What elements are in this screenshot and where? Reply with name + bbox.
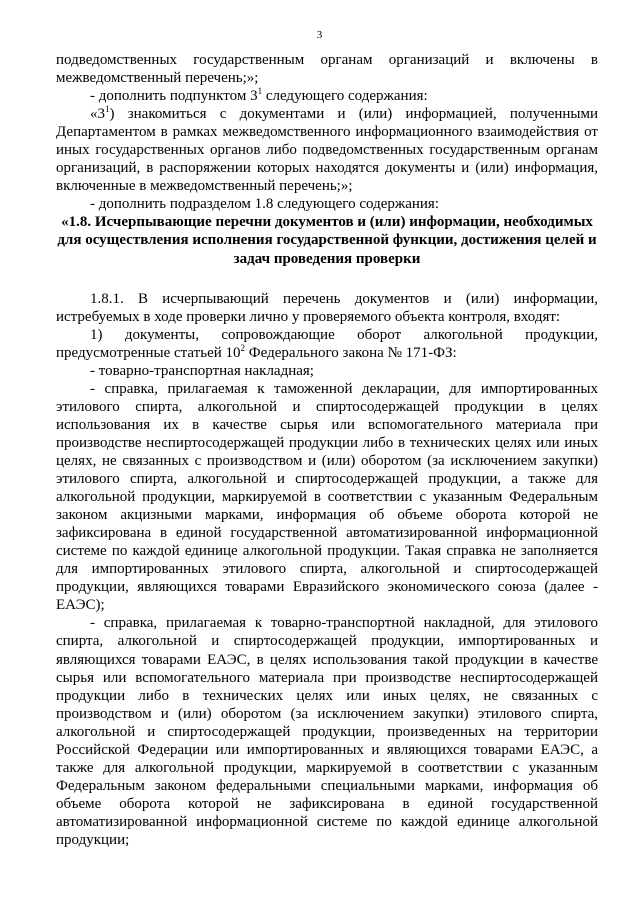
section-heading: «1.8. Исчерпывающие перечни документов и (или) информации, необходимых для осуществления исполнения государственной функции, достижения целей и задач проведения проверки — [57, 214, 597, 267]
subitem-number: «3 — [90, 106, 105, 123]
dash-item-customs-certificate: - справка, прилагаемая к таможенной декларации, для импортированных этилового спирта, алкогольной и спиртосодержащей продукции в целях использования их в качестве сырья или вспомогательного материала при производстве неспиртосодержащей продукции либо в технических целях или иных целях, не связанных с производством и (или) оборотом (за исключением закупки) этилового спирта, алкогольной и спиртосодержащей продукции, а также для алкогольной продукции, маркируемой в соответствии с указанным Федеральным законом акцизными марками, информация об объеме оборота которой не зафиксирована в единой государственной автоматизированной информационной системе по каждой единице алкогольной продукции. Такая справка не заполняется для импортированных этилового спирта, алкогольной и спиртосодержащей продукции, являющихся товарами Евразийского экономического союза (далее - ЕАЭС); — [56, 380, 598, 614]
paragraph-amend-subsection: - дополнить подразделом 1.8 следующего содержания: — [90, 196, 439, 213]
dash-item-transport-certificate: - справка, прилагаемая к товарно-транспортной накладной, для этилового спирта, алкогольной и спиртосодержащей продукции, импортированных и являющихся товарами ЕАЭС, в целях использования такой продукции в качестве сырья или вспомогательного материала при производстве неспиртосодержащей продукции либо в технических целях или иных целях, не связанных с производством и (или) оборотом (за исключением закупки) этилового спирта, алкогольной и спиртосодержащей продукции, произведенных на территории Российской Федерации или импортированных и являющихся товарами ЕАЭС, а также для алкогольной продукции, маркируемой в соответствии с указанным Федеральным законом федеральными специальными марками, информация об объеме оборота которой не зафиксирована в единой государственной автоматизированной информационной системе по каждой единице алкогольной продукции; — [56, 615, 598, 848]
page-number: 3 — [316, 29, 323, 41]
paragraph-continuation: подведомственных государственным органам организаций и включены в межведомственный перечень;»; — [56, 52, 598, 87]
document-body — [56, 51, 598, 849]
superscript: 1 — [105, 104, 110, 115]
superscript: 2 — [240, 342, 246, 353]
paragraph-subitem-3-1 — [56, 105, 598, 195]
superscript: 1 — [257, 86, 263, 97]
list-item-1-text-end: Федерального закона № 171-ФЗ: — [245, 344, 457, 361]
list-item-1 — [56, 326, 598, 362]
amend-subitem-text-end: следующего содержания: — [262, 88, 428, 105]
paragraph-amend-subitem — [56, 87, 598, 105]
subitem-text: ) знакомиться с документами и (или) информацией, полученными Департаментом в рамках межведомственного информационного взаимодействия от иных государственных органов либо подведомственных государственным органам организаций, в распоряжении которых находятся документы и (или) информация, включенные в межведомственный перечень;»; — [56, 106, 598, 195]
list-item-1-text: 1) документы, сопровождающие оборот алкогольной продукции, предусмотренные статьей 10 — [56, 326, 598, 361]
spacer — [56, 268, 598, 290]
dash-item-waybill: - товарно-транспортная накладная; — [90, 362, 314, 379]
amend-subitem-text: - дополнить подпунктом 3 — [90, 88, 258, 105]
paragraph-1-8-1: 1.8.1. В исчерпывающий перечень документов и (или) информации, истребуемых в ходе проверки лично у проверяемого объекта контроля, входят: — [56, 290, 598, 325]
